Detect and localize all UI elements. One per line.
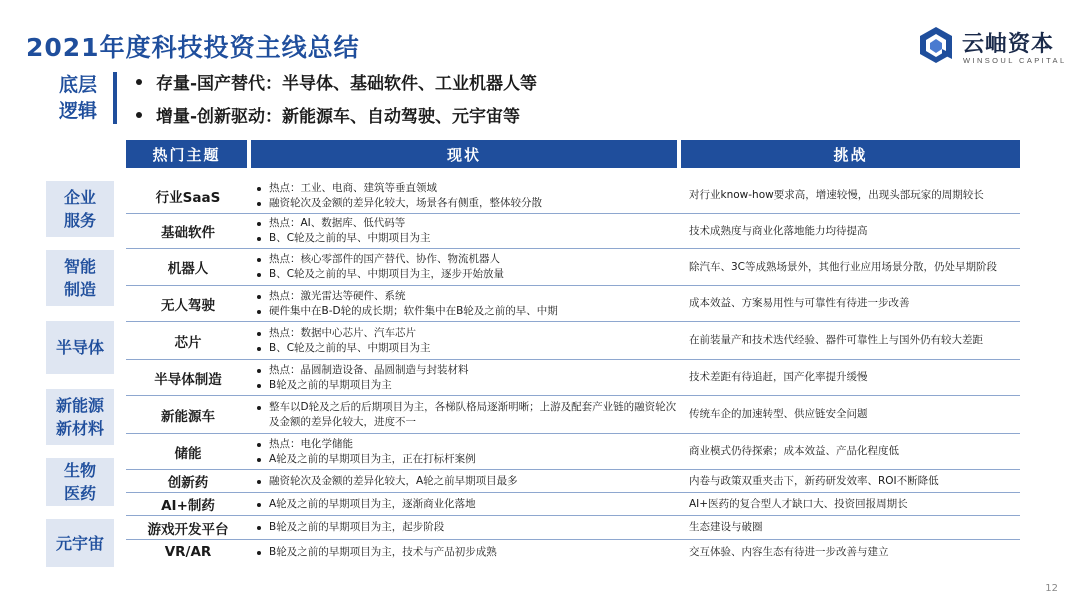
- row-theme: 基础软件: [161, 225, 215, 241]
- row-status: 热点：激光雷达等硬件、系统 硬件集中在B-D轮的成长期；软件集中在B轮及之前的早、中期: [253, 286, 683, 321]
- table-row: [126, 322, 1020, 360]
- row-theme: 行业SaaS: [155, 189, 221, 206]
- row-challenge: 除汽车、3C等成熟场景外，其他行业应用场景分散，仍处早期阶段: [689, 260, 998, 273]
- row-status: A轮及之前的早期项目为主，逐渐商业化落地: [253, 493, 683, 515]
- row-status: 热点：AI、数据库、低代码等 B、C轮及之前的早、中期项目为主: [253, 214, 683, 248]
- row-status: 热点：电化学储能 A轮及之前的早期项目为主，正在打标杆案例: [253, 434, 683, 469]
- row-challenge: 成本效益、方案易用性与可靠性有待进一步改善: [689, 297, 910, 309]
- page-title: 2021年度科技投资主线总结: [26, 33, 360, 62]
- row-challenge: 在前装量产和技术迭代经验、器件可靠性上与国外仍有较大差距: [689, 334, 983, 346]
- table-row: [126, 516, 1020, 540]
- row-theme: 新能源车: [161, 408, 215, 425]
- row-theme: VR/AR: [164, 544, 212, 560]
- table-row: [126, 178, 1020, 214]
- row-status: 热点：工业、电商、建筑等垂直领域 融资轮次及金额的差异化较大，场景各有侧重，整体较分散: [253, 178, 683, 213]
- category-semiconductor: 半导体: [46, 321, 114, 374]
- category-enterprise-services: 企业 服务: [46, 181, 114, 237]
- row-challenge: 内卷与政策双重夹击下，新药研发效率、ROI不断降低: [689, 474, 939, 487]
- table-row: [126, 396, 1020, 434]
- row-theme: 半导体制造: [154, 371, 222, 388]
- logic-item: 存量-国产替代：半导体、基础软件、工业机器人等: [136, 69, 537, 94]
- row-challenge: 传统车企的加速转型、供应链安全问题: [689, 408, 868, 420]
- table-row: [126, 214, 1020, 249]
- bullet-icon: [136, 112, 142, 118]
- row-status: B轮及之前的早期项目为主，起步阶段: [253, 516, 683, 539]
- table-row: [126, 434, 1020, 470]
- category-new-energy: 新能源 新材料: [46, 389, 114, 445]
- category-biomedicine: 生物 医药: [46, 458, 114, 506]
- table-row: [126, 540, 1020, 564]
- logo-subtitle: WINSOUL CAPITAL: [963, 56, 1067, 65]
- header-status: 现状: [251, 140, 677, 168]
- row-status: 热点：晶圆制造设备、晶圆制造与封装材料 B轮及之前的早期项目为主: [253, 360, 683, 395]
- table-row: [126, 286, 1020, 322]
- cube-logo-icon: [916, 25, 956, 65]
- brand-logo: [916, 25, 1066, 69]
- row-theme: 芯片: [174, 334, 202, 351]
- logic-label-line2: 逻辑: [58, 100, 97, 122]
- category-smart-manufacturing: 智能 制造: [46, 250, 114, 306]
- table-row: [126, 360, 1020, 396]
- header-challenge: 挑战: [681, 140, 1020, 168]
- row-challenge: 对行业know-how要求高，增速较慢，出现头部玩家的周期较长: [689, 189, 984, 201]
- row-theme: 储能: [174, 445, 202, 462]
- row-theme: 无人驾驶: [161, 297, 215, 314]
- table-row: [126, 493, 1020, 516]
- logo-name: 云岫资本: [962, 32, 1055, 57]
- row-status: 热点：数据中心芯片、汽车芯片 B、C轮及之前的早、中期项目为主: [253, 322, 683, 359]
- row-status: 整车以D轮及之后的后期项目为主，各梯队格局逐渐明晰；上游及配套产业链的融资轮次及金额的差异化较大，进度不一: [253, 396, 683, 433]
- logic-divider: [113, 72, 117, 124]
- table-row: [126, 249, 1020, 286]
- row-status: B轮及之前的早期项目为主，技术与产品初步成熟: [253, 540, 683, 564]
- row-status: 融资轮次及金额的差异化较大，A轮之前早期项目最多: [253, 470, 683, 492]
- page-number: 12: [1045, 583, 1058, 594]
- logic-item: 增量-创新驱动：新能源车、自动驾驶、元宇宙等: [136, 102, 520, 127]
- row-status: 热点：核心零部件的国产替代、协作、物流机器人 B、C轮及之前的早、中期项目为主，逐步开始放量: [253, 249, 683, 285]
- row-theme: AI+制药: [161, 498, 215, 514]
- row-challenge: AI+医药的复合型人才缺口大、投资回报周期长: [689, 497, 908, 510]
- row-challenge: 技术差距有待追赶，国产化率提升缓慢: [689, 371, 868, 383]
- header-theme: 热门主题: [126, 140, 247, 168]
- logic-label: [50, 72, 106, 124]
- row-theme: 游戏开发平台: [147, 521, 229, 538]
- table-row: [126, 470, 1020, 493]
- row-challenge: 商业模式仍待探索；成本效益、产品化程度低: [689, 445, 899, 457]
- row-challenge: 生态建设与破圈: [689, 521, 763, 533]
- logic-label-line1: 底层: [58, 74, 97, 96]
- row-challenge: 技术成熟度与商业化落地能力均待提高: [689, 224, 868, 237]
- row-theme: 创新药: [167, 475, 209, 491]
- row-theme: 机器人: [167, 261, 209, 277]
- category-metaverse: 元宇宙: [46, 519, 114, 567]
- bullet-icon: [136, 79, 142, 85]
- row-challenge: 交互体验、内容生态有待进一步改善与建立: [689, 545, 889, 558]
